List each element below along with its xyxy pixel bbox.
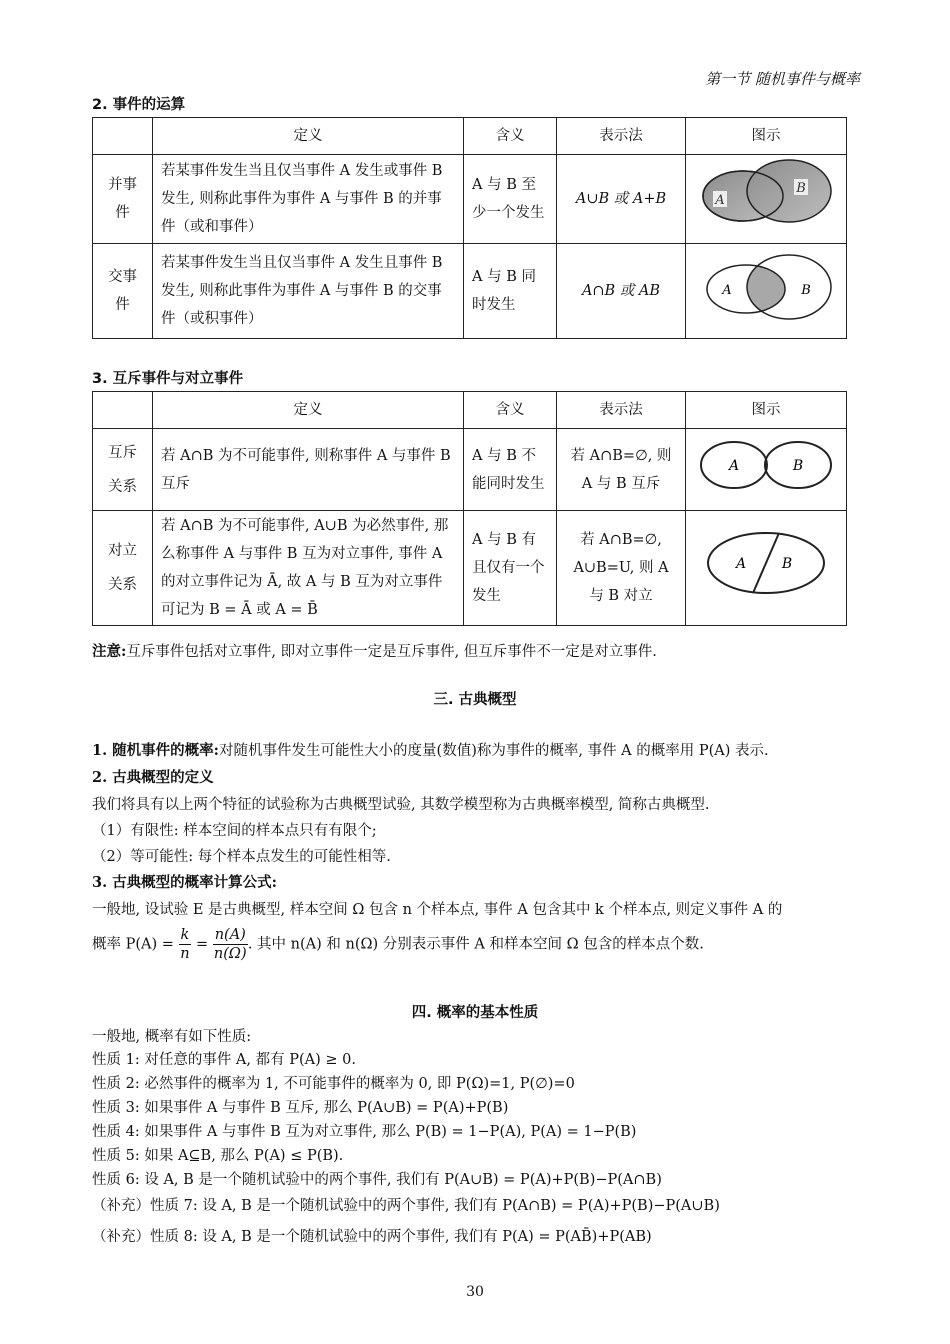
venn-label-a: A: [715, 193, 725, 208]
fraction-nA-nOmega: $\frac{n(A)}{n(\Omega)}$: [213, 927, 247, 962]
p2-text: 我们将具有以上两个特征的试验称为古典概型试验, 其数学模型称为古典概率模型, 简称古典概型.: [92, 797, 710, 813]
union-meaning: A 与 B 至少一个发生: [464, 155, 557, 244]
union-venn-diagram: [691, 155, 841, 233]
page-number: 30: [466, 1284, 484, 1300]
property-1: 性质 1: 对任意的事件 A, 都有 P(A) ≥ 0.: [92, 1052, 356, 1068]
part-3-title: 三. 古典概型: [433, 692, 517, 708]
venn-label-a: A: [722, 283, 732, 298]
intersection-label: 交事件: [93, 244, 153, 339]
mutex-venn-diagram: [691, 433, 841, 497]
union-notation: A∪B 或 A+B: [557, 155, 686, 244]
running-header: 第一节 随机事件与概率: [705, 70, 860, 88]
note: 注意:互斥事件包括对立事件, 即对立事件一定是互斥事件, 但互斥事件不一定是对立事件.: [92, 643, 657, 660]
property-6: 性质 6: 设 A, B 是一个随机试验中的两个事件, 我们有 P(A∪B) = P(A)+P(B)−P(A∩B): [92, 1172, 662, 1188]
intersection-venn: [686, 244, 847, 339]
p3-formula-line: 概率 P(A) = $\frac{k}{n}$ = $\frac{n(A)}{n(\Omega)}$ . 其中 n(A) 和 n(Ω) 分别表示事件 A 和样本空间 Ω 包含的样本点个数.: [92, 927, 704, 962]
col-header-def: 定义: [153, 118, 464, 155]
property-7: （补充）性质 7: 设 A, B 是一个随机试验中的两个事件, 我们有 P(A∩B) = P(A)+P(B)−P(A∪B): [92, 1198, 720, 1214]
p2-title: 2. 古典概型的定义: [92, 769, 214, 786]
mutex-label: 互斥 关系: [93, 429, 153, 511]
p3-text-1: 一般地, 设试验 E 是古典概型, 样本空间 Ω 包含 n 个样本点, 事件 A 包含其中 k 个样本点, 则定义事件 A 的: [92, 902, 783, 918]
complement-meaning: A 与 B 有且仅有一个发生: [464, 511, 557, 626]
section-3-title: 3. 互斥事件与对立事件: [92, 371, 244, 387]
p1: 1. 随机事件的概率:对随机事件发生可能性大小的度量(数值)称为事件的概率, 事件 A 的概率用 P(A) 表示.: [92, 742, 769, 759]
col-header-meaning: 含义: [464, 392, 557, 429]
union-venn: [686, 155, 847, 244]
complement-notation: 若 A∩B=∅, A∪B=U, 则 A 与 B 对立: [557, 511, 686, 626]
venn-label-a: A: [735, 556, 747, 572]
col-header-meaning: 含义: [464, 118, 557, 155]
col-header-notation: 表示法: [557, 392, 686, 429]
complement-label: 对立 关系: [93, 511, 153, 626]
property-intro: 一般地, 概率有如下性质:: [92, 1029, 252, 1045]
mutex-definition: 若 A∩B 为不可能事件, 则称事件 A 与事件 B 互斥: [153, 429, 464, 511]
intersection-definition: 若某事件发生当且仅当事件 A 发生且事件 B 发生, 则称此事件为事件 A 与事件 B 的交事件（或积事件）: [153, 244, 464, 339]
venn-label-b: B: [792, 457, 804, 474]
property-5: 性质 5: 如果 A⊆B, 那么 P(A) ≤ P(B).: [92, 1148, 344, 1164]
p3-title: 3. 古典概型的概率计算公式:: [92, 874, 278, 891]
property-3: 性质 3: 如果事件 A 与事件 B 互斥, 那么 P(A∪B) = P(A)+P(B): [92, 1100, 509, 1116]
venn-label-b: B: [781, 556, 793, 572]
fraction-k-n: $\frac{k}{n}$: [180, 927, 190, 962]
mutex-meaning: A 与 B 不能同时发生: [464, 429, 557, 511]
property-2: 性质 2: 必然事件的概率为 1, 不可能事件的概率为 0, 即 P(Ω)=1, P(∅)=0: [92, 1076, 575, 1092]
venn-label-b: B: [796, 181, 806, 196]
p2-item-2: （2）等可能性: 每个样本点发生的可能性相等.: [92, 849, 391, 865]
venn-circle-b: [747, 160, 831, 222]
intersection-notation: A∩B 或 AB: [557, 244, 686, 339]
property-4: 性质 4: 如果事件 A 与事件 B 互为对立事件, 那么 P(B) = 1−P(A), P(A) = 1−P(B): [92, 1124, 637, 1140]
mutex-venn: [686, 429, 847, 511]
col-header-def: 定义: [153, 392, 464, 429]
union-definition: 若某事件发生当且仅当事件 A 发生或事件 B 发生, 则称此事件为事件 A 与事件 B 的并事件（或和事件）: [153, 155, 464, 244]
col-header-diagram: 图示: [686, 118, 847, 155]
intersection-meaning: A 与 B 同时发生: [464, 244, 557, 339]
operations-table: [92, 117, 847, 339]
section-2-title: 2. 事件的运算: [92, 97, 186, 113]
venn-label-b: B: [801, 283, 811, 298]
col-header-diagram: 图示: [686, 392, 847, 429]
mutex-notation: 若 A∩B=∅, 则 A 与 B 互斥: [557, 429, 686, 511]
divider-line: [753, 533, 779, 593]
intersection-venn-diagram: [691, 244, 841, 328]
property-8: （补充）性质 8: 设 A, B 是一个随机试验中的两个事件, 我们有 P(A) = P(AB̄)+P(AB): [92, 1229, 652, 1245]
complement-venn-diagram: [691, 523, 841, 603]
part-4-title: 四. 概率的基本性质: [411, 1005, 539, 1021]
relations-table: [92, 391, 847, 626]
venn-label-a: A: [728, 457, 740, 474]
p2-item-1: （1）有限性: 样本空间的样本点只有有限个;: [92, 823, 377, 839]
col-header-notation: 表示法: [557, 118, 686, 155]
complement-definition: 若 A∩B 为不可能事件, A∪B 为必然事件, 那么称事件 A 与事件 B 互为对立事件, 事件 A 的对立事件记为 Ā, 故 A 与 B 互为对立事件可记为 B = Ā 或 A = B̄: [153, 511, 464, 626]
union-label: 并事件: [93, 155, 153, 244]
complement-venn: [686, 511, 847, 626]
